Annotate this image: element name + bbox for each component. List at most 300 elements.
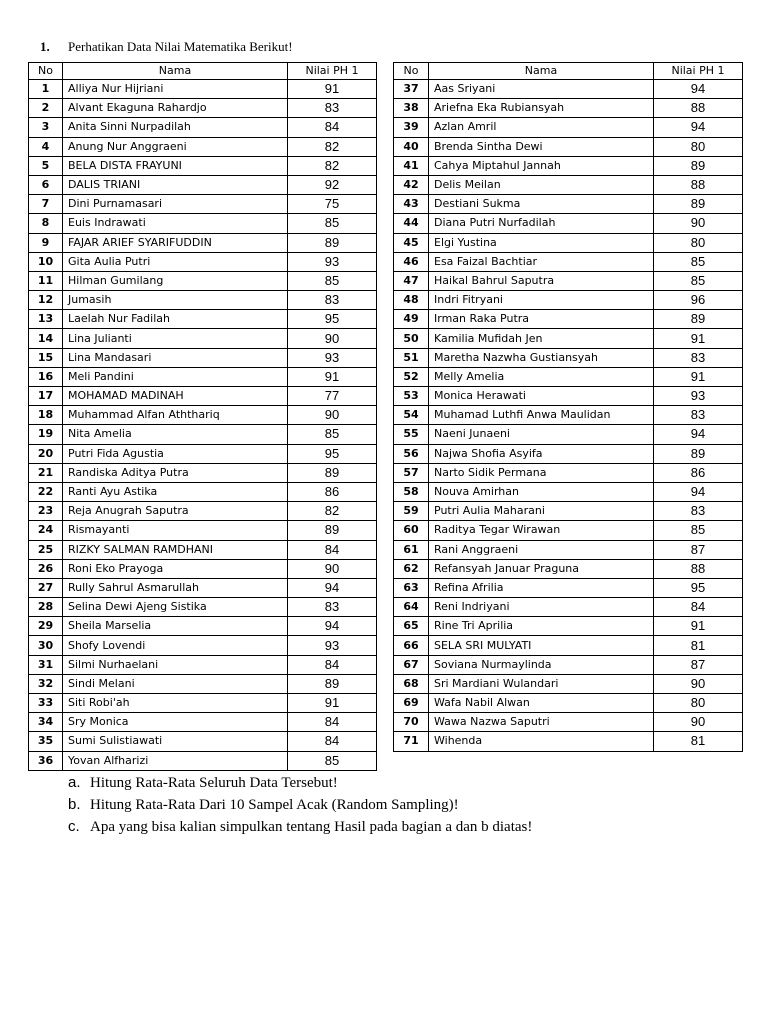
row-number: 26 xyxy=(29,559,63,578)
table-row xyxy=(29,694,377,713)
table-row xyxy=(29,233,377,252)
student-score: 82 xyxy=(288,156,377,175)
table-row xyxy=(394,367,743,386)
student-score: 89 xyxy=(288,463,377,482)
student-name: Laelah Nur Fadilah xyxy=(63,310,288,329)
row-number: 13 xyxy=(29,310,63,329)
table-row xyxy=(394,406,743,425)
student-name: Rismayanti xyxy=(63,521,288,540)
row-number: 30 xyxy=(29,636,63,655)
row-number: 3 xyxy=(29,118,63,137)
row-number: 52 xyxy=(394,367,429,386)
row-number: 42 xyxy=(394,175,429,194)
table-row xyxy=(394,713,743,732)
table-row xyxy=(394,348,743,367)
student-name: BELA DISTA FRAYUNI xyxy=(63,156,288,175)
student-score: 85 xyxy=(288,425,377,444)
table-row xyxy=(394,252,743,271)
row-number: 45 xyxy=(394,233,429,252)
student-name: Euis Indrawati xyxy=(63,214,288,233)
student-score: 77 xyxy=(288,387,377,406)
task-c xyxy=(68,816,532,838)
student-name: Reja Anugrah Saputra xyxy=(63,502,288,521)
table-row xyxy=(29,617,377,636)
student-score: 94 xyxy=(654,425,743,444)
student-name: Diana Putri Nurfadilah xyxy=(429,214,654,233)
table-row xyxy=(29,329,377,348)
student-score: 84 xyxy=(288,713,377,732)
table-row xyxy=(29,252,377,271)
student-name: Soviana Nurmaylinda xyxy=(429,655,654,674)
student-name: Randiska Aditya Putra xyxy=(63,463,288,482)
row-number: 61 xyxy=(394,540,429,559)
table-row xyxy=(394,80,743,99)
student-name: Wafa Nabil Alwan xyxy=(429,694,654,713)
student-score: 80 xyxy=(654,694,743,713)
student-name: Wihenda xyxy=(429,732,654,751)
student-name: FAJAR ARIEF SYARIFUDDIN xyxy=(63,233,288,252)
row-number: 57 xyxy=(394,463,429,482)
row-number: 10 xyxy=(29,252,63,271)
student-score: 80 xyxy=(654,233,743,252)
student-score: 75 xyxy=(288,195,377,214)
student-score: 83 xyxy=(288,598,377,617)
row-number: 58 xyxy=(394,482,429,501)
row-number: 23 xyxy=(29,502,63,521)
student-score: 92 xyxy=(288,175,377,194)
row-number: 49 xyxy=(394,310,429,329)
student-name: Destiani Sukma xyxy=(429,195,654,214)
student-score: 90 xyxy=(288,559,377,578)
student-score: 94 xyxy=(288,617,377,636)
table-row xyxy=(29,751,377,770)
student-score: 85 xyxy=(288,271,377,290)
student-score: 94 xyxy=(288,578,377,597)
table-row xyxy=(29,406,377,425)
row-number: 36 xyxy=(29,751,63,770)
row-number: 55 xyxy=(394,425,429,444)
student-name: Anung Nur Anggraeni xyxy=(63,137,288,156)
student-name: Anita Sinni Nurpadilah xyxy=(63,118,288,137)
row-number: 24 xyxy=(29,521,63,540)
table-body-left xyxy=(29,80,377,771)
row-number: 9 xyxy=(29,233,63,252)
row-number: 66 xyxy=(394,636,429,655)
student-name: Narto Sidik Permana xyxy=(429,463,654,482)
student-name: Lina Mandasari xyxy=(63,348,288,367)
student-name: Refansyah Januar Praguna xyxy=(429,559,654,578)
table-row xyxy=(29,732,377,751)
row-number: 14 xyxy=(29,329,63,348)
student-name: Jumasih xyxy=(63,291,288,310)
student-score: 86 xyxy=(654,463,743,482)
table-row xyxy=(29,463,377,482)
row-number: 17 xyxy=(29,387,63,406)
student-score: 88 xyxy=(654,559,743,578)
student-name: Ariefna Eka Rubiansyah xyxy=(429,99,654,118)
student-score: 83 xyxy=(654,406,743,425)
student-score: 81 xyxy=(654,636,743,655)
student-name: Shofy Lovendi xyxy=(63,636,288,655)
table-row xyxy=(29,540,377,559)
student-score: 89 xyxy=(654,195,743,214)
student-score: 94 xyxy=(654,80,743,99)
student-name: Putri Aulia Maharani xyxy=(429,502,654,521)
row-number: 33 xyxy=(29,694,63,713)
student-name: Sheila Marselia xyxy=(63,617,288,636)
student-score: 85 xyxy=(288,214,377,233)
student-score: 89 xyxy=(654,156,743,175)
table-row xyxy=(29,271,377,290)
row-number: 59 xyxy=(394,502,429,521)
row-number: 8 xyxy=(29,214,63,233)
table-row xyxy=(29,713,377,732)
row-number: 71 xyxy=(394,732,429,751)
student-score: 84 xyxy=(288,118,377,137)
student-name: Aas Sriyani xyxy=(429,80,654,99)
row-number: 5 xyxy=(29,156,63,175)
table-row xyxy=(394,617,743,636)
student-name: Indri Fitryani xyxy=(429,291,654,310)
table-row xyxy=(394,559,743,578)
header-score: Nilai PH 1 xyxy=(654,63,743,80)
student-score: 87 xyxy=(654,540,743,559)
question-number: 1. xyxy=(40,39,50,54)
student-score: 93 xyxy=(288,348,377,367)
student-name: Naeni Junaeni xyxy=(429,425,654,444)
row-number: 50 xyxy=(394,329,429,348)
table-row xyxy=(29,214,377,233)
table-row xyxy=(29,195,377,214)
row-number: 11 xyxy=(29,271,63,290)
student-score: 90 xyxy=(654,713,743,732)
table-row xyxy=(394,310,743,329)
table-row xyxy=(29,99,377,118)
table-row xyxy=(394,118,743,137)
student-name: Maretha Nazwha Gustiansyah xyxy=(429,348,654,367)
student-name: Rani Anggraeni xyxy=(429,540,654,559)
table-row xyxy=(29,348,377,367)
student-score: 85 xyxy=(654,271,743,290)
student-name: Putri Fida Agustia xyxy=(63,444,288,463)
student-name: Sumi Sulistiawati xyxy=(63,732,288,751)
table-row xyxy=(29,521,377,540)
row-number: 19 xyxy=(29,425,63,444)
student-name: Rine Tri Aprilia xyxy=(429,617,654,636)
table-row xyxy=(29,502,377,521)
grades-table-left xyxy=(28,62,377,771)
student-name: SELA SRI MULYATI xyxy=(429,636,654,655)
task-letter: a. xyxy=(68,774,81,791)
task-list xyxy=(68,772,532,838)
table-body-right xyxy=(394,80,743,752)
row-number: 65 xyxy=(394,617,429,636)
student-name: Sindi Melani xyxy=(63,674,288,693)
row-number: 44 xyxy=(394,214,429,233)
row-number: 41 xyxy=(394,156,429,175)
table-row xyxy=(29,291,377,310)
student-name: Haikal Bahrul Saputra xyxy=(429,271,654,290)
student-name: Roni Eko Prayoga xyxy=(63,559,288,578)
table-header-row xyxy=(29,63,377,80)
row-number: 43 xyxy=(394,195,429,214)
row-number: 51 xyxy=(394,348,429,367)
student-name: Delis Meilan xyxy=(429,175,654,194)
student-score: 84 xyxy=(288,732,377,751)
table-row xyxy=(29,175,377,194)
student-score: 93 xyxy=(288,252,377,271)
table-row xyxy=(29,156,377,175)
row-number: 48 xyxy=(394,291,429,310)
row-number: 40 xyxy=(394,137,429,156)
student-score: 88 xyxy=(654,99,743,118)
table-row xyxy=(29,387,377,406)
student-score: 91 xyxy=(654,329,743,348)
student-score: 91 xyxy=(288,694,377,713)
grades-table-right xyxy=(393,62,743,752)
student-name: Ranti Ayu Astika xyxy=(63,482,288,501)
row-number: 16 xyxy=(29,367,63,386)
header-no: No xyxy=(29,63,63,80)
student-score: 84 xyxy=(288,655,377,674)
row-number: 69 xyxy=(394,694,429,713)
row-number: 53 xyxy=(394,387,429,406)
row-number: 21 xyxy=(29,463,63,482)
table-row xyxy=(29,636,377,655)
table-row xyxy=(29,444,377,463)
table-row xyxy=(394,233,743,252)
table-row xyxy=(29,559,377,578)
student-score: 83 xyxy=(288,291,377,310)
student-name: Cahya Miptahul Jannah xyxy=(429,156,654,175)
table-row xyxy=(394,694,743,713)
task-text: Apa yang bisa kalian simpulkan tentang Hasil pada bagian a dan b diatas! xyxy=(90,819,533,835)
header-no: No xyxy=(394,63,429,80)
row-number: 63 xyxy=(394,578,429,597)
student-name: Esa Faizal Bachtiar xyxy=(429,252,654,271)
student-score: 89 xyxy=(288,233,377,252)
student-score: 82 xyxy=(288,502,377,521)
row-number: 6 xyxy=(29,175,63,194)
table-row xyxy=(29,367,377,386)
student-score: 90 xyxy=(654,214,743,233)
student-score: 93 xyxy=(654,387,743,406)
row-number: 35 xyxy=(29,732,63,751)
row-number: 2 xyxy=(29,99,63,118)
row-number: 47 xyxy=(394,271,429,290)
question-text: Perhatikan Data Nilai Matematika Berikut! xyxy=(68,39,293,54)
student-score: 90 xyxy=(288,406,377,425)
student-score: 83 xyxy=(654,348,743,367)
student-score: 83 xyxy=(654,502,743,521)
table-row xyxy=(394,444,743,463)
table-row xyxy=(394,214,743,233)
student-score: 91 xyxy=(654,367,743,386)
row-number: 38 xyxy=(394,99,429,118)
student-score: 84 xyxy=(288,540,377,559)
row-number: 39 xyxy=(394,118,429,137)
table-row xyxy=(394,329,743,348)
table-row xyxy=(394,137,743,156)
table-row xyxy=(29,578,377,597)
student-name: Gita Aulia Putri xyxy=(63,252,288,271)
student-score: 85 xyxy=(654,521,743,540)
table-row xyxy=(394,482,743,501)
student-name: Lina Julianti xyxy=(63,329,288,348)
task-text: Hitung Rata-Rata Dari 10 Sampel Acak (Random Sampling)! xyxy=(90,797,459,813)
student-score: 88 xyxy=(654,175,743,194)
student-name: Azlan Amril xyxy=(429,118,654,137)
row-number: 67 xyxy=(394,655,429,674)
student-name: Sri Mardiani Wulandari xyxy=(429,674,654,693)
table-row xyxy=(29,598,377,617)
row-number: 15 xyxy=(29,348,63,367)
table-row xyxy=(29,655,377,674)
student-name: Najwa Shofia Asyifa xyxy=(429,444,654,463)
student-score: 96 xyxy=(654,291,743,310)
table-row xyxy=(29,118,377,137)
table-row xyxy=(29,674,377,693)
student-score: 95 xyxy=(288,444,377,463)
row-number: 4 xyxy=(29,137,63,156)
question-heading xyxy=(40,39,293,55)
table-row xyxy=(394,598,743,617)
student-name: Raditya Tegar Wirawan xyxy=(429,521,654,540)
student-name: RIZKY SALMAN RAMDHANI xyxy=(63,540,288,559)
student-score: 91 xyxy=(288,367,377,386)
table-row xyxy=(394,674,743,693)
row-number: 7 xyxy=(29,195,63,214)
table-row xyxy=(394,463,743,482)
student-score: 83 xyxy=(288,99,377,118)
table-row xyxy=(29,482,377,501)
student-score: 89 xyxy=(288,521,377,540)
student-name: Nouva Amirhan xyxy=(429,482,654,501)
student-name: Dini Purnamasari xyxy=(63,195,288,214)
student-score: 87 xyxy=(654,655,743,674)
table-row xyxy=(29,137,377,156)
student-score: 93 xyxy=(288,636,377,655)
student-name: Rully Sahrul Asmarullah xyxy=(63,578,288,597)
student-name: Wawa Nazwa Saputri xyxy=(429,713,654,732)
table-row xyxy=(394,271,743,290)
student-score: 84 xyxy=(654,598,743,617)
row-number: 60 xyxy=(394,521,429,540)
student-name: Reni Indriyani xyxy=(429,598,654,617)
row-number: 68 xyxy=(394,674,429,693)
table-row xyxy=(394,732,743,751)
row-number: 28 xyxy=(29,598,63,617)
student-name: Alliya Nur Hijriani xyxy=(63,80,288,99)
student-name: Meli Pandini xyxy=(63,367,288,386)
table-header-row xyxy=(394,63,743,80)
table-row xyxy=(394,540,743,559)
student-name: Hilman Gumilang xyxy=(63,271,288,290)
table-row xyxy=(394,521,743,540)
row-number: 37 xyxy=(394,80,429,99)
row-number: 12 xyxy=(29,291,63,310)
task-a xyxy=(68,772,532,794)
row-number: 64 xyxy=(394,598,429,617)
student-name: Muhammad Alfan Aththariq xyxy=(63,406,288,425)
student-score: 81 xyxy=(654,732,743,751)
student-score: 85 xyxy=(288,751,377,770)
row-number: 22 xyxy=(29,482,63,501)
student-score: 95 xyxy=(654,578,743,597)
table-row xyxy=(394,578,743,597)
table-row xyxy=(394,655,743,674)
table-row xyxy=(29,425,377,444)
student-score: 80 xyxy=(654,137,743,156)
student-score: 86 xyxy=(288,482,377,501)
student-score: 89 xyxy=(288,674,377,693)
row-number: 54 xyxy=(394,406,429,425)
student-score: 89 xyxy=(654,310,743,329)
table-row xyxy=(394,195,743,214)
student-score: 91 xyxy=(654,617,743,636)
student-name: Brenda Sintha Dewi xyxy=(429,137,654,156)
row-number: 18 xyxy=(29,406,63,425)
table-row xyxy=(394,425,743,444)
student-score: 82 xyxy=(288,137,377,156)
row-number: 27 xyxy=(29,578,63,597)
student-name: Monica Herawati xyxy=(429,387,654,406)
table-row xyxy=(29,80,377,99)
student-name: Elgi Yustina xyxy=(429,233,654,252)
task-letter: b. xyxy=(68,796,81,813)
student-score: 91 xyxy=(288,80,377,99)
row-number: 46 xyxy=(394,252,429,271)
table-row xyxy=(394,291,743,310)
student-score: 85 xyxy=(654,252,743,271)
row-number: 25 xyxy=(29,540,63,559)
student-score: 89 xyxy=(654,444,743,463)
table-row xyxy=(394,502,743,521)
row-number: 62 xyxy=(394,559,429,578)
student-name: Sry Monica xyxy=(63,713,288,732)
student-name: Selina Dewi Ajeng Sistika xyxy=(63,598,288,617)
table-row xyxy=(394,387,743,406)
header-name: Nama xyxy=(429,63,654,80)
student-name: Melly Amelia xyxy=(429,367,654,386)
student-name: Refina Afrilia xyxy=(429,578,654,597)
table-row xyxy=(394,175,743,194)
student-name: Irman Raka Putra xyxy=(429,310,654,329)
table-row xyxy=(394,156,743,175)
student-score: 94 xyxy=(654,118,743,137)
student-name: Siti Robi'ah xyxy=(63,694,288,713)
student-name: Nita Amelia xyxy=(63,425,288,444)
header-score: Nilai PH 1 xyxy=(288,63,377,80)
table-row xyxy=(394,99,743,118)
row-number: 20 xyxy=(29,444,63,463)
row-number: 32 xyxy=(29,674,63,693)
student-score: 90 xyxy=(654,674,743,693)
student-score: 95 xyxy=(288,310,377,329)
header-name: Nama xyxy=(63,63,288,80)
row-number: 31 xyxy=(29,655,63,674)
student-name: MOHAMAD MADINAH xyxy=(63,387,288,406)
student-name: Kamilia Mufidah Jen xyxy=(429,329,654,348)
student-name: Silmi Nurhaelani xyxy=(63,655,288,674)
student-score: 90 xyxy=(288,329,377,348)
row-number: 70 xyxy=(394,713,429,732)
student-name: DALIS TRIANI xyxy=(63,175,288,194)
table-row xyxy=(29,310,377,329)
student-name: Yovan Alfharizi xyxy=(63,751,288,770)
row-number: 29 xyxy=(29,617,63,636)
task-letter: c. xyxy=(68,818,80,835)
